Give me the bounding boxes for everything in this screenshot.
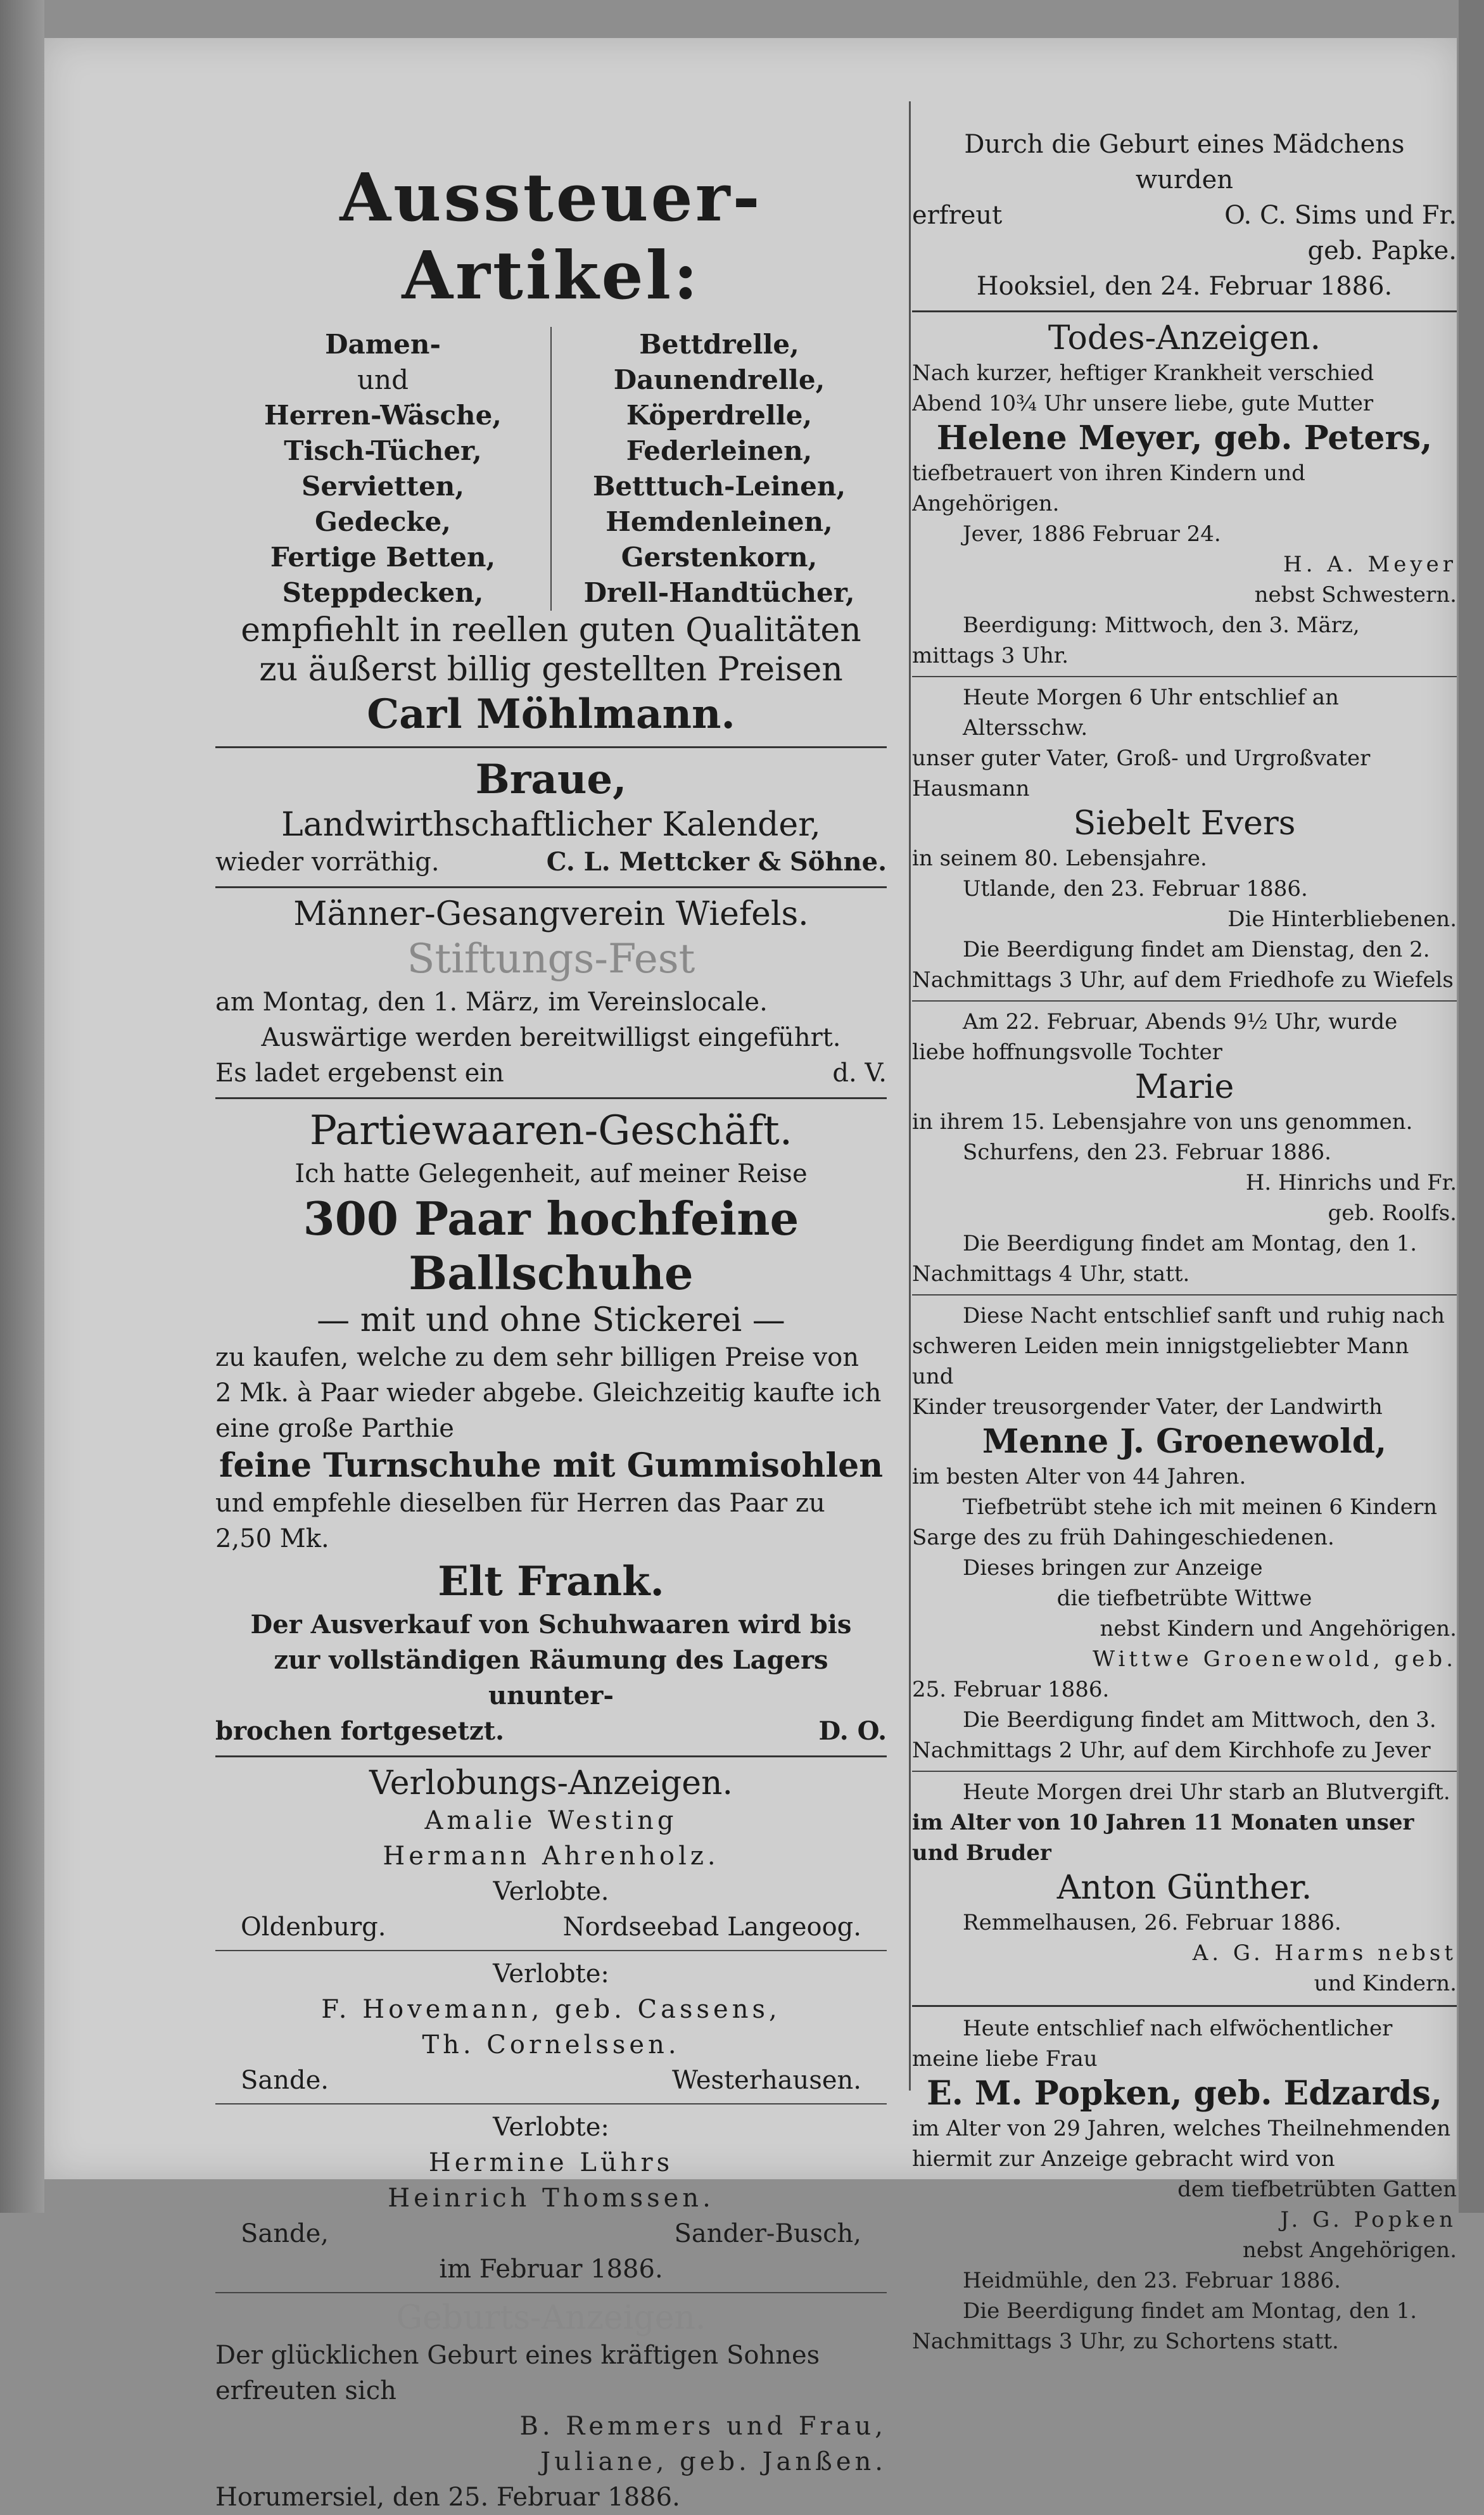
todes-line: nebst Schwestern.	[1254, 582, 1457, 608]
divider	[912, 676, 1457, 677]
todes-line: Die Beerdigung findet am Montag, den 1.	[963, 1231, 1417, 1256]
todes-line: H. Hinrichs und Fr.	[1245, 1170, 1457, 1195]
divider	[215, 2103, 887, 2104]
birth-line	[912, 198, 1457, 233]
divider	[215, 1755, 887, 1757]
list-item: Tisch-Tücher,	[284, 435, 482, 466]
todes-line: im besten Alter von 44 Jahren.	[912, 1464, 1246, 1489]
mgv-title: Männer-Gesangverein Wiefels.	[293, 895, 809, 933]
verlobung-place: Sande,	[241, 2219, 329, 2248]
book-edge	[0, 0, 44, 2213]
partie-note: Der Ausverkauf von Schuhwaaren wird bis	[250, 1610, 852, 1640]
partie-firm: Elt Frank.	[438, 1558, 664, 1605]
todes-line: Wittwe Groenewold, geb.	[1093, 1646, 1457, 1672]
partie-text: 2 Mk. à Paar wieder abgebe. Gleichzeitig kaufte ich	[215, 1378, 882, 1408]
verlobung-places	[215, 2216, 887, 2251]
verlobung-place: Oldenburg.	[241, 1913, 386, 1942]
todes-name: E. M. Popken, geb. Edzards,	[927, 2074, 1442, 2113]
verlobung-label: Verlobte.	[493, 1877, 609, 1906]
todes-line: Die Beerdigung findet am Montag, den 1.	[963, 2298, 1417, 2324]
verlobung-name: Amalie Westing	[424, 1806, 678, 1835]
todes-line: Tiefbetrübt stehe ich mit meinen 6 Kindern	[963, 1494, 1438, 1520]
todes-line: in ihrem 15. Lebensjahre von uns genommen.	[912, 1109, 1413, 1135]
list-item: Gerstenkorn,	[621, 542, 818, 573]
geburt-line: Horumersiel, den 25. Februar 1886.	[215, 2483, 680, 2512]
birth-line: Durch die Geburt eines Mädchens wurden	[964, 130, 1405, 194]
todes-line: dem tiefbetrübten Gatten	[1177, 2177, 1457, 2202]
list-item: Federleinen,	[626, 435, 813, 466]
todes-line: Heute Morgen drei Uhr starb an Blutvergift.	[963, 1780, 1450, 1805]
list-item: Köperdrelle,	[626, 400, 813, 431]
partie-text: zu kaufen, welche zu dem sehr billigen Preise von	[215, 1343, 859, 1372]
todes-line: Diese Nacht entschlief sanft und ruhig nach	[963, 1303, 1445, 1328]
list-item: und	[357, 364, 409, 395]
verlobung-title: Verlobungs-Anzeigen.	[369, 1764, 733, 1802]
todes-line: im Alter von 10 Jahren 11 Monaten unser	[912, 1810, 1414, 1835]
verlobung-name: Hermann Ahrenholz.	[383, 1842, 720, 1871]
birth-line: geb. Papke.	[1307, 236, 1457, 265]
todes-line: Heute entschlief nach elfwöchentlicher	[963, 2016, 1393, 2041]
todes-line: meine liebe Frau	[912, 2046, 1098, 2072]
divider	[215, 886, 887, 888]
todes-line: J. G. Popken	[1280, 2207, 1457, 2232]
mgv-footer	[215, 1055, 887, 1091]
verlobung-name: F. Hovemann, geb. Cassens,	[321, 1995, 781, 2024]
todes-line: A. G. Harms nebst	[1192, 1940, 1457, 1966]
todes-name: Anton Günther.	[1056, 1869, 1312, 1907]
list-item: Steppdecken,	[282, 577, 484, 608]
braue-footer	[215, 844, 887, 880]
todes-line: Die Beerdigung findet am Dienstag, den 2.	[963, 937, 1430, 962]
mgv-line: Auswärtige werden bereitwilligst eingeführt.	[261, 1023, 841, 1052]
partie-line: Ich hatte Gelegenheit, auf meiner Reise	[295, 1159, 808, 1188]
todes-line: 25. Februar 1886.	[912, 1677, 1110, 1702]
divider	[912, 2005, 1457, 2007]
geburt-title: Geburts-Anzeigen.	[396, 2299, 706, 2337]
divider	[215, 2292, 887, 2293]
todes-line: Die Hinterbliebenen.	[1227, 907, 1457, 932]
todes-name: Menne J. Groenewold,	[982, 1422, 1387, 1461]
verlobung-place: Nordseebad Langeoog.	[562, 1913, 861, 1942]
todes-name: Marie	[1134, 1068, 1234, 1106]
todes-line: Die Beerdigung findet am Mittwoch, den 3.	[963, 1707, 1436, 1733]
partie-text: eine große Parthie	[215, 1414, 454, 1443]
braue-right: C. L. Mettcker & Söhne.	[546, 847, 887, 877]
todes-line: Nach kurzer, heftiger Krankheit verschied	[912, 360, 1374, 386]
todes-line: Heidmühle, den 23. Februar 1886.	[963, 2268, 1341, 2293]
todes-line: Nachmittags 3 Uhr, auf dem Friedhofe zu Wiefels	[912, 967, 1454, 993]
todes-title: Todes-Anzeigen.	[1048, 319, 1321, 357]
todes-line: Sarge des zu früh Dahingeschiedenen.	[912, 1525, 1335, 1550]
verlobung-places	[215, 2063, 887, 2098]
braue-title: Braue,	[475, 756, 627, 803]
divider	[912, 310, 1457, 312]
firm-name: Carl Möhlmann.	[367, 691, 735, 738]
geburt-line: Der glücklichen Geburt eines kräftigen Sohnes	[215, 2341, 820, 2370]
verlobung-name: Heinrich Thomssen.	[388, 2184, 714, 2213]
verlobung-place: Westerhausen.	[672, 2066, 861, 2095]
list-item: Daunendrelle,	[613, 364, 825, 395]
right-column	[912, 127, 1457, 2357]
divider	[912, 1000, 1457, 1002]
offer-line: zu äußerst billig gestellten Preisen	[259, 651, 843, 689]
right-edge	[1459, 0, 1484, 2213]
list-item: Herren-Wäsche,	[264, 400, 502, 431]
todes-line: mittags 3 Uhr.	[912, 643, 1069, 668]
todes-line: in seinem 80. Lebensjahre.	[912, 846, 1207, 871]
todes-line: liebe hoffnungsvolle Tochter	[912, 1040, 1222, 1065]
todes-line: Kinder treusorgender Vater, der Landwirth	[912, 1394, 1383, 1420]
aussteuer-list	[215, 327, 887, 611]
todes-line: und Bruder	[912, 1840, 1051, 1866]
aussteuer-list-left	[215, 327, 552, 611]
aussteuer-list-right	[552, 327, 887, 611]
todes-line: und Kindern.	[1314, 1971, 1457, 1996]
todes-line: nebst Kindern und Angehörigen.	[1100, 1616, 1457, 1641]
todes-line: die tiefbetrübte Wittwe	[1056, 1586, 1312, 1611]
todes-line: Utlande, den 23. Februar 1886.	[963, 876, 1308, 901]
offer-line: empfiehlt in reellen guten Qualitäten	[241, 611, 861, 649]
verlobung-label: Verlobte:	[493, 2113, 609, 2142]
mgv-left: Es ladet ergebenst ein	[215, 1059, 504, 1088]
todes-line: Hausmann	[912, 776, 1030, 801]
todes-line: schweren Leiden mein innigstgeliebter Mann und	[912, 1334, 1409, 1389]
geburt-line: B. Remmers und Frau,	[519, 2412, 887, 2441]
verlobung-date: im Februar 1886.	[439, 2255, 663, 2284]
birth-text: O. C. Sims und Fr.	[1224, 201, 1457, 230]
divider	[215, 1950, 887, 1951]
partie-bold: feine Turnschuhe mit Gummisohlen	[219, 1446, 883, 1485]
birth-line: Hooksiel, den 24. Februar 1886.	[976, 272, 1393, 301]
partie-note: zur vollständigen Räumung des Lagers ununter-	[274, 1645, 828, 1710]
partie-note-footer	[215, 1714, 887, 1749]
ad-title-aussteuer: Aussteuer-Artikel:	[339, 158, 763, 314]
divider	[215, 1097, 887, 1099]
todes-line: unser guter Vater, Groß- und Urgroßvater	[912, 746, 1371, 771]
partie-note-left: brochen fortgesetzt.	[215, 1716, 505, 1746]
braue-line: Landwirthschaftlicher Kalender,	[281, 806, 821, 844]
todes-line: Remmelhausen, 26. Februar 1886.	[963, 1910, 1341, 1935]
list-item: Servietten,	[301, 471, 464, 502]
todes-line: Am 22. Februar, Abends 9½ Uhr, wurde	[963, 1009, 1398, 1035]
column-divider	[909, 101, 911, 2091]
todes-line: Jever, 1886 Februar 24.	[963, 521, 1221, 547]
todes-line: im Alter von 29 Jahren, welches Theilnehmenden	[912, 2116, 1451, 2141]
verlobung-place: Sande.	[241, 2066, 329, 2095]
list-item: Hemdenleinen,	[606, 506, 833, 537]
partie-title: Partiewaaren-Geschäft.	[309, 1107, 793, 1154]
mgv-right: d. V.	[832, 1059, 887, 1088]
left-column	[215, 114, 887, 2515]
todes-name: Helene Meyer, geb. Peters,	[936, 419, 1433, 457]
todes-line: H. A. Meyer	[1283, 552, 1457, 577]
braue-left: wieder vorräthig.	[215, 848, 440, 877]
todes-line: Beerdigung: Mittwoch, den 3. März,	[963, 613, 1360, 638]
todes-line: Nachmittags 2 Uhr, auf dem Kirchhofe zu Jever	[912, 1738, 1431, 1763]
divider	[912, 1294, 1457, 1296]
verlobung-name: Th. Cornelssen.	[422, 2030, 680, 2060]
verlobung-name: Hermine Lührs	[428, 2148, 674, 2177]
list-item: Bettdrelle,	[639, 329, 799, 360]
mgv-line: am Montag, den 1. März, im Vereinslocale.	[215, 988, 768, 1017]
todes-line: hiermit zur Anzeige gebracht wird von	[912, 2146, 1335, 2172]
verlobung-label: Verlobte:	[493, 1959, 609, 1989]
todes-line: Nachmittags 4 Uhr, statt.	[912, 1261, 1190, 1287]
geburt-line: Juliane, geb. Janßen.	[540, 2447, 887, 2476]
todes-line: nebst Angehörigen.	[1242, 2238, 1457, 2263]
partie-sub: — mit und ohne Stickerei —	[317, 1301, 785, 1339]
todes-line: tiefbetrauert von ihren Kindern und Angehörigen.	[912, 461, 1305, 516]
todes-line: Dieses bringen zur Anzeige	[963, 1555, 1263, 1581]
list-item: Fertige Betten,	[270, 542, 496, 573]
partie-note-right: D. O.	[818, 1716, 887, 1746]
list-item: Gedecke,	[315, 506, 451, 537]
list-item: Betttuch-Leinen,	[592, 471, 846, 502]
todes-name: Siebelt Evers	[1073, 805, 1296, 843]
list-item: Damen-	[325, 329, 441, 360]
todes-line: Abend 10¾ Uhr unsere liebe, gute Mutter	[912, 391, 1374, 416]
list-item: Drell-Handtücher,	[583, 577, 855, 608]
partie-text: und empfehle dieselben für Herren das Paar zu 2,50 Mk.	[215, 1489, 825, 1553]
mgv-fest: Stiftungs-Fest	[407, 936, 695, 983]
verlobung-place: Sander-Busch,	[674, 2219, 861, 2248]
birth-text: erfreut	[912, 201, 1003, 230]
todes-line: Schurfens, den 23. Februar 1886.	[963, 1140, 1331, 1165]
geburt-line: erfreuten sich	[215, 2376, 396, 2405]
todes-line: geb. Roolfs.	[1328, 1200, 1457, 1226]
todes-line: Heute Morgen 6 Uhr entschlief an Altersschw.	[963, 685, 1339, 741]
verlobung-places	[215, 1909, 887, 1945]
partie-big: 300 Paar hochfeine Ballschuhe	[303, 1192, 799, 1300]
todes-line: Nachmittags 3 Uhr, zu Schortens statt.	[912, 2329, 1339, 2354]
divider	[215, 746, 887, 748]
divider	[912, 1771, 1457, 1772]
